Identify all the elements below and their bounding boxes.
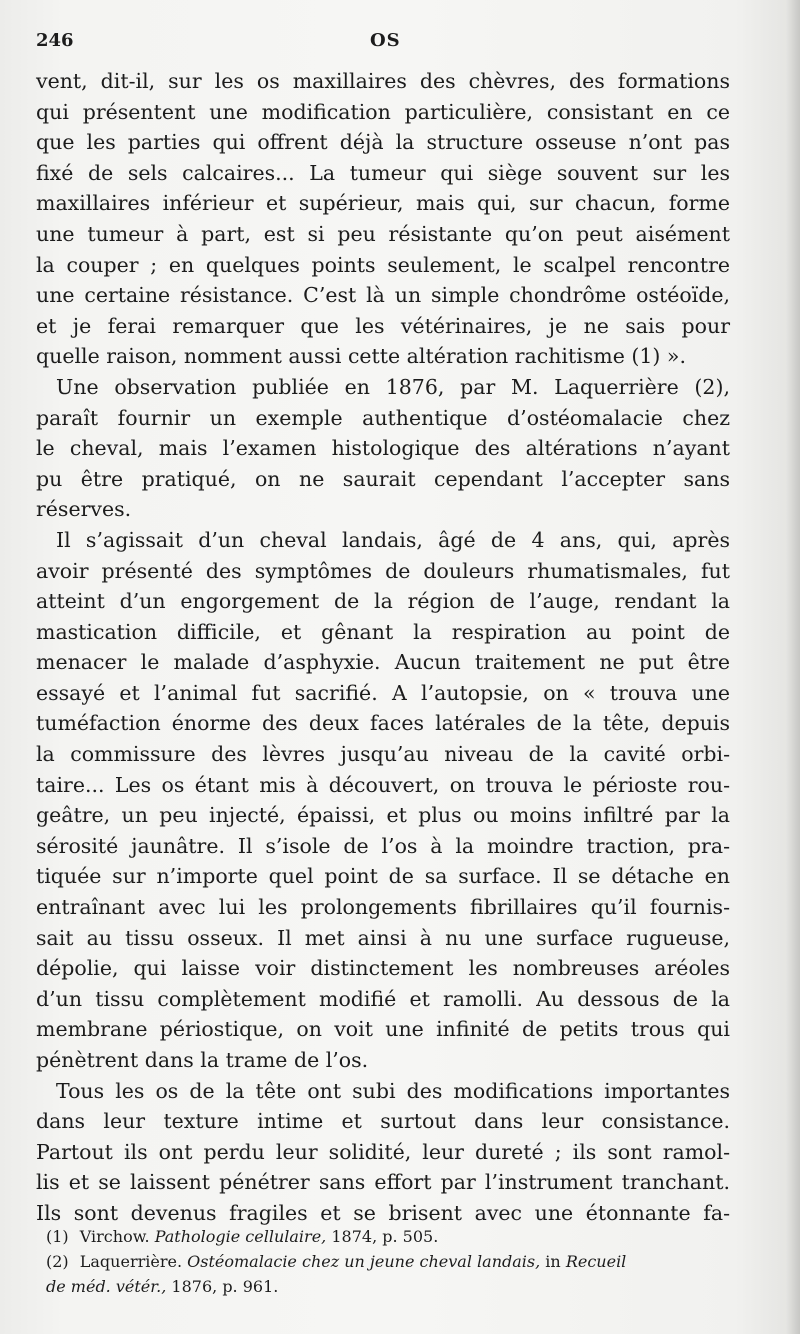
footnote-title: Pathologie cellulaire, [154,1227,327,1246]
footnote-2-continued [46,1274,736,1299]
text-line: fixé de sels calcaires... La tumeur qui siège souvent sur les [36,160,730,185]
text-line: une tumeur à part, est si peu résistante qu’on peut aisément [36,221,730,246]
page-header [36,30,736,56]
text-line: dans leur texture intime et surtout dans leur consistance. [36,1109,730,1134]
footnote-mark: (1) [46,1227,69,1246]
text-line: Une observation publiée en 1876, par M. Laquerrière (2), [56,374,730,399]
footnote-1 [46,1224,736,1249]
footnote-title: Ostéomalacie chez un jeune cheval landais, [187,1252,541,1271]
text-line: mastication difficile, et gênant la respiration au point de [36,619,730,644]
text-line: geâtre, un peu injecté, épaissi, et plus ou moins infiltré par la [36,803,730,828]
text-line: taire... Les os étant mis à découvert, on trouva le périoste rou- [36,772,730,797]
body-text [36,66,730,1229]
text-line: membrane périostique, on voit une infinité de petits trous qui [36,1017,730,1042]
text-line: vent, dit-il, sur les os maxillaires des chèvres, des formations [36,69,730,93]
text-line: menacer le malade d’asphyxie. Aucun traitement ne put être [36,650,730,675]
text-line: réserves. [36,497,132,522]
footnote-mark: (2) [46,1252,69,1271]
text-line: sérosité jaunâtre. Il s’isole de l’os à la moindre traction, pra- [36,833,730,858]
text-line: Ils sont devenus fragiles et se brisent avec une étonnante fa- [36,1200,730,1225]
footnote-reference: 1876, p. 961. [171,1277,279,1296]
text-line: maxillaires inférieur et supérieur, mais qui, sur chacun, forme [36,191,730,216]
page-number: 246 [36,30,74,51]
text-line: quelle raison, nomment aussi cette altération rachitisme (1) ». [36,344,686,369]
text-line: la couper ; en quelques points seulement, le scalpel rencontre [36,252,730,277]
footnote-journal: de méd. vétér., [46,1277,167,1296]
footnote-author: Virchow. [79,1227,150,1246]
text-line: que les parties qui offrent déjà la structure osseuse n’ont pas [36,130,730,155]
text-line: entraînant avec lui les prolongements fibrillaires qu’il fournis- [36,895,730,920]
text-line: la commissure des lèvres jusqu’au niveau de la cavité orbi- [36,742,730,767]
text-line: qui présentent une modification particulière, consistant en ce [36,99,730,124]
running-title: OS [370,30,401,51]
footnotes [46,1224,736,1299]
text-line: et je ferai remarquer que les vétérinaires, je ne sais pour [36,313,730,338]
text-line: lis et se laissent pénétrer sans effort par l’instrument tranchant. [36,1170,730,1195]
footnote-author: Laquerrière. [79,1252,183,1271]
footnote-2 [46,1249,736,1274]
footnote-connector: in [545,1252,561,1271]
text-line: pu être pratiqué, on ne saurait cependant l’accepter sans [36,466,730,491]
text-line: Tous les os de la tête ont subi des modifications importantes [56,1078,730,1103]
page-edge-shadow [786,0,800,1334]
footnote-journal: Recueil [565,1252,627,1271]
text-line: Il s’agissait d’un cheval landais, âgé de 4 ans, qui, après [56,527,730,552]
text-line: Partout ils ont perdu leur solidité, leur dureté ; ils sont ramol- [36,1139,730,1164]
text-line: d’un tissu complètement modifié et ramolli. Au dessous de la [36,986,730,1011]
text-line: tuméfaction énorme des deux faces latérales de la tête, depuis [36,711,730,736]
text-line: le cheval, mais l’examen histologique des altérations n’ayant [36,436,730,461]
text-line: paraît fournir un exemple authentique d’ostéomalacie chez [36,405,730,430]
text-line: sait au tissu osseux. Il met ainsi à nu une surface rugueuse, [36,925,730,950]
text-line: une certaine résistance. C’est là un simple chondrôme ostéoïde, [36,283,730,308]
text-line: essayé et l’animal fut sacrifié. A l’autopsie, on « trouva une [36,680,730,705]
footnote-reference: 1874, p. 505. [331,1227,439,1246]
text-line: avoir présenté des symptômes de douleurs rhumatismales, fut [36,558,730,583]
text-line: tiquée sur n’importe quel point de sa surface. Il se détache en [36,864,730,889]
text-line: dépolie, qui laisse voir distinctement les nombreuses aréoles [36,956,730,981]
text-line: pénètrent dans la trame de l’os. [36,1048,369,1072]
text-line: atteint d’un engorgement de la région de l’auge, rendant la [36,589,730,614]
